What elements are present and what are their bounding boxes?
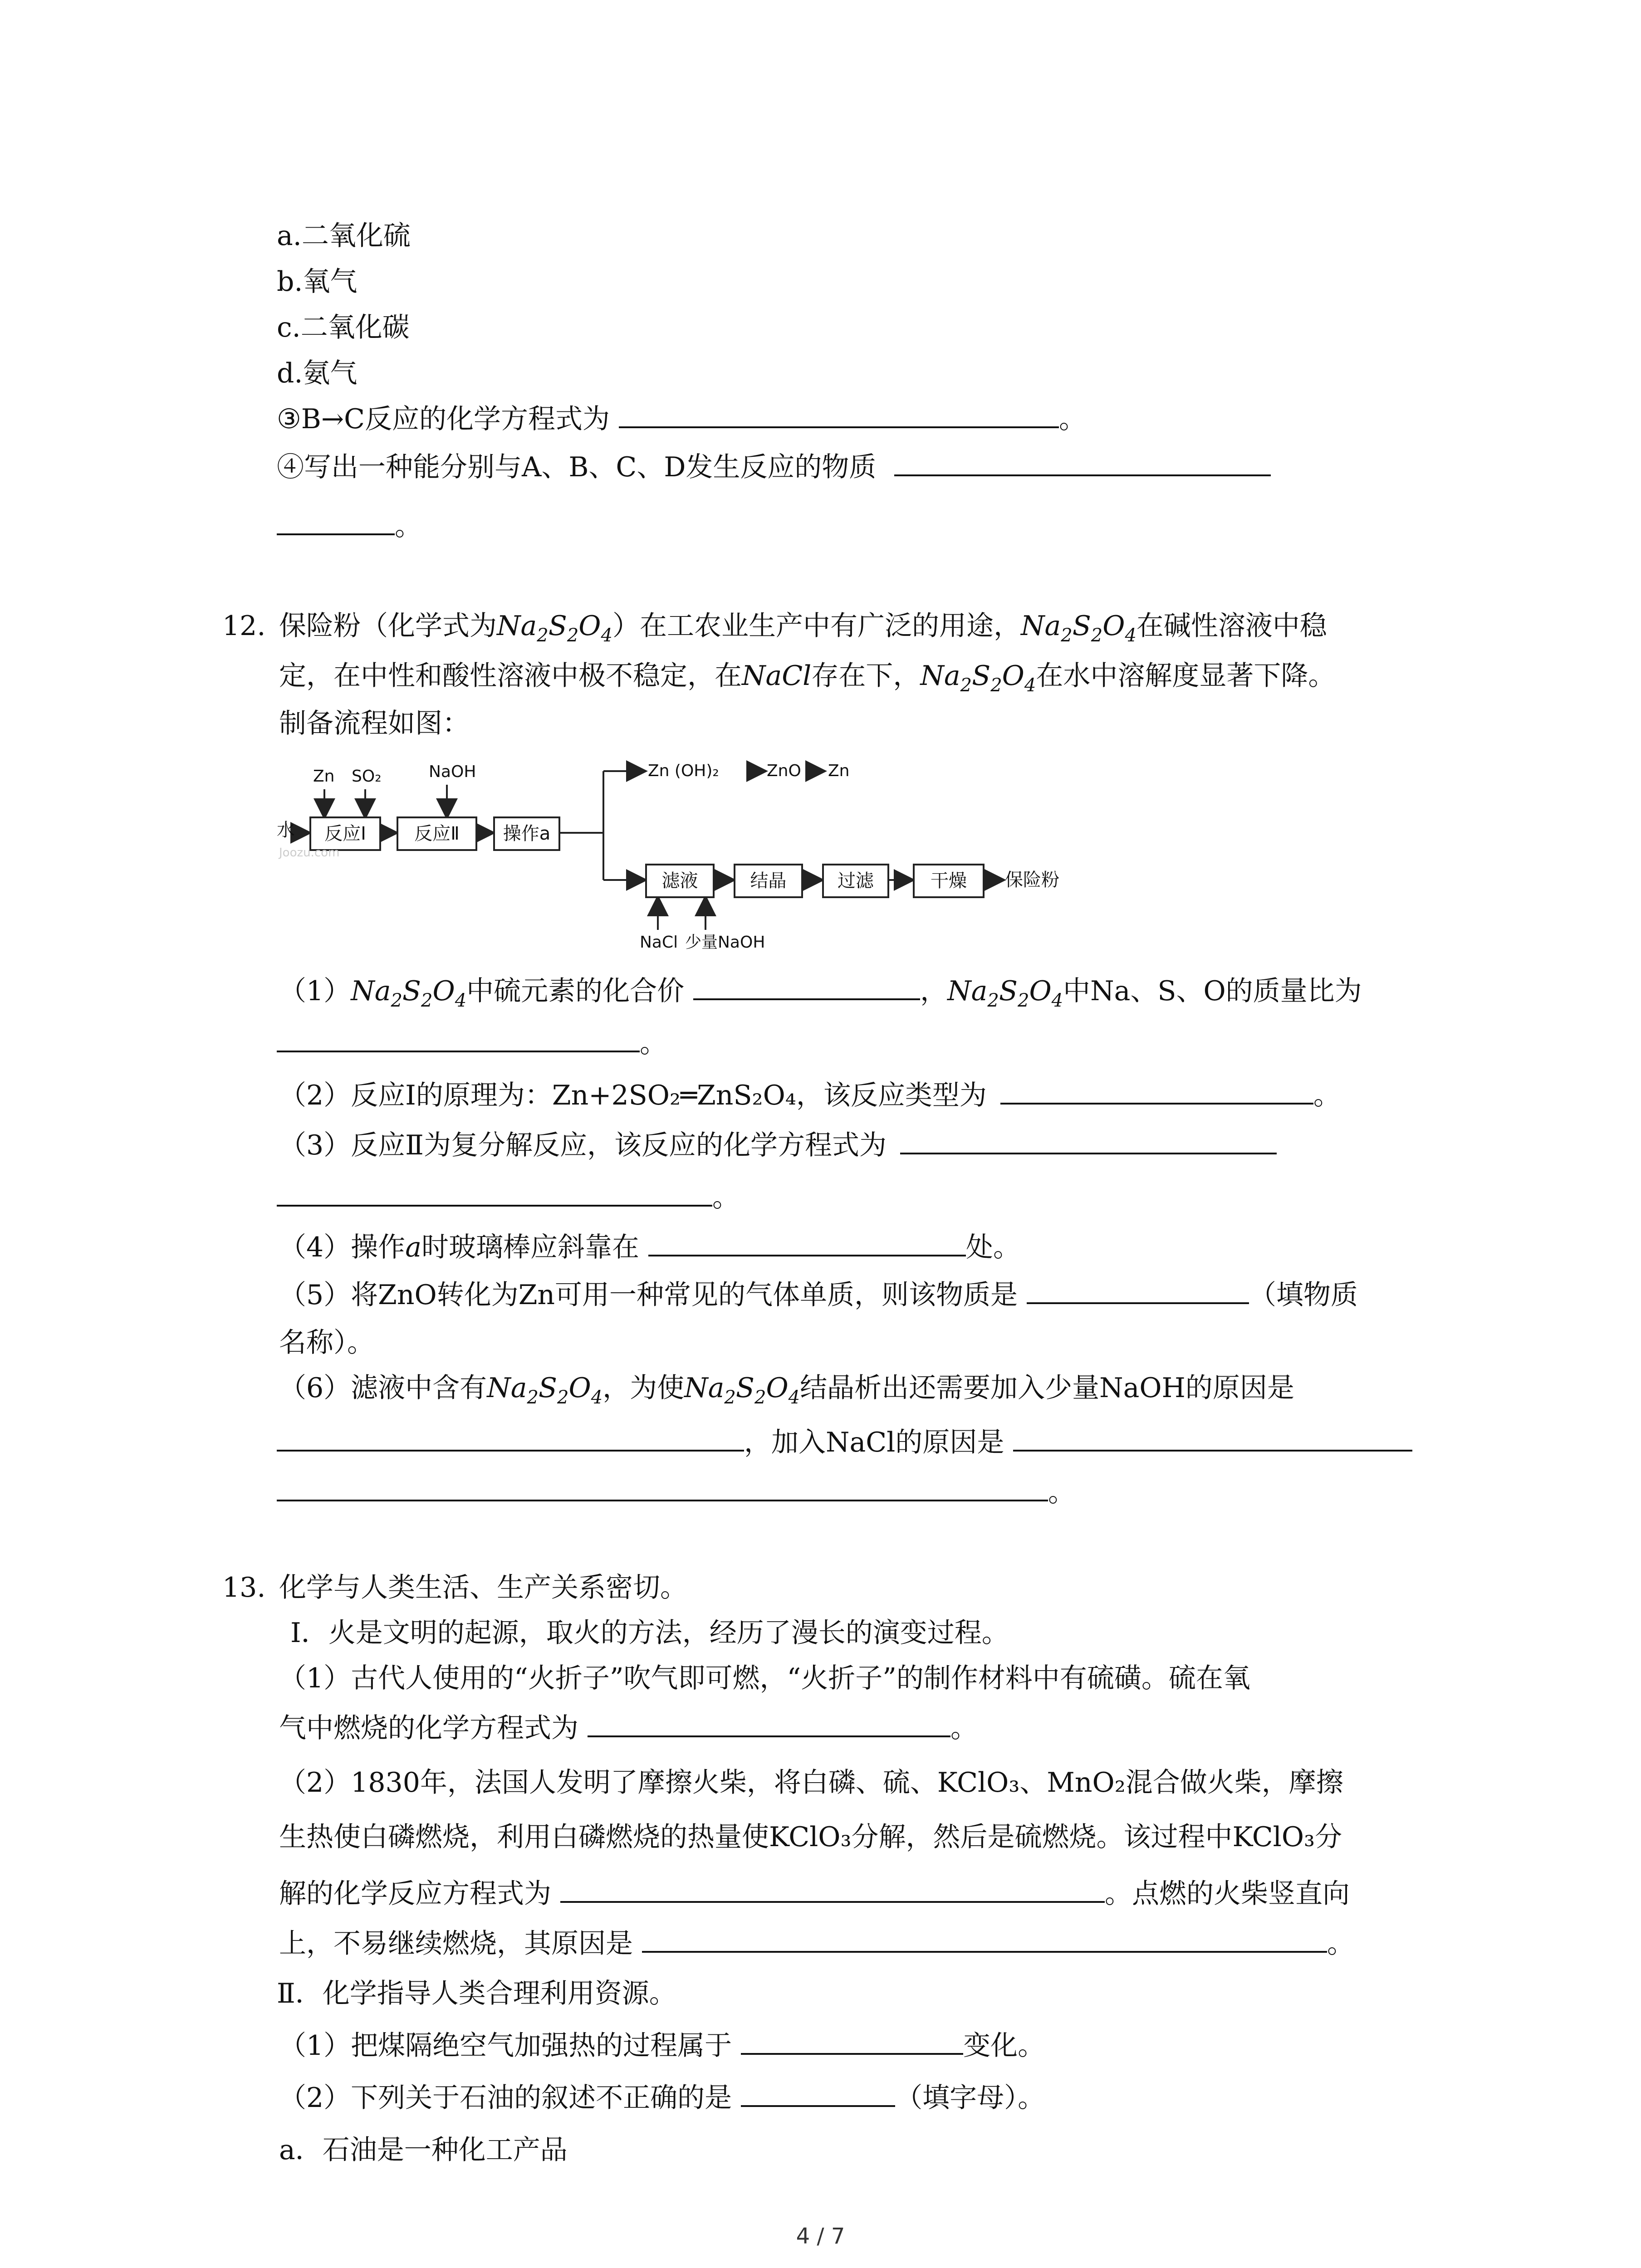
item-4: ④写出一种能分别与A、B、C、D发生反应的物质 [277, 445, 1271, 490]
item-4-cont: 。 [277, 503, 422, 549]
zn-product-label: Zn [828, 762, 850, 780]
q13-sub2-line3: 解的化学反应方程式为 。点燃的火柴竖直向 [279, 1871, 1350, 1917]
crystallize-box: 结晶 [734, 864, 803, 898]
question-number: 12. [222, 610, 266, 642]
option-a: a.二氧化硫 [277, 220, 411, 252]
q12-sub5: （5）将ZnO转化为Zn可用一种常见的气体单质，则该物质是 （填物质 [279, 1272, 1358, 1318]
answer-blank[interactable] [642, 1924, 1327, 1953]
q12-intro-line1: 保险粉（化学式为$Na_2S_2O_4$）在工农业生产中有广泛的用途，$Na_2S_2O_4$在碱性溶液中稳 [279, 610, 1327, 646]
answer-blank[interactable] [693, 971, 920, 1000]
answer-blank[interactable] [741, 2026, 963, 2055]
q13-part2-heading: Ⅱ．化学指导人类合理利用资源。 [277, 1978, 676, 2009]
answer-blank[interactable] [1000, 1075, 1313, 1105]
answer-blank[interactable] [741, 2078, 895, 2107]
option-d: d.氨气 [277, 357, 358, 389]
answer-blank[interactable] [1013, 1422, 1412, 1452]
answer-blank[interactable] [588, 1708, 950, 1737]
answer-blank[interactable] [648, 1227, 966, 1256]
question-number: 13. [222, 1572, 266, 1603]
input-water-label: 水 [277, 820, 295, 841]
input-so2-label: SO₂ [352, 767, 382, 786]
answer-blank[interactable] [900, 1125, 1277, 1154]
answer-blank[interactable] [277, 1178, 712, 1207]
filtrate-box: 滤液 [645, 864, 715, 898]
option-b: b.氧气 [277, 266, 358, 298]
answer-blank[interactable] [894, 447, 1271, 476]
q12-sub6: （6）滤液中含有$Na_2S_2O_4$，为使$Na_2S_2O_4$结晶析出还需要加入少量NaOH的原因是 [279, 1372, 1294, 1408]
q12-sub1-cont: 。 [277, 1021, 667, 1066]
q13-part1-heading: Ⅰ．火是文明的起源，取火的方法，经历了漫长的演变过程。 [290, 1617, 1009, 1649]
q13-part2-sub2: （2）下列关于石油的叙述不正确的是 （填字母）。 [279, 2075, 1045, 2121]
answer-blank[interactable] [1027, 1275, 1249, 1304]
input-naoh-label: NaOH [429, 763, 476, 781]
q12-sub6-cont2: 。 [277, 1470, 1075, 1515]
q13-sub1-line1: （1）古代人使用的“火折子”吹气即可燃，“火折子”的制作材料中有硫磺。硫在氧 [279, 1662, 1250, 1694]
q13-sub1-line2: 气中燃烧的化学方程式为 。 [279, 1706, 978, 1751]
answer-blank[interactable] [277, 1422, 744, 1452]
q13-part2-sub1: （1）把煤隔绝空气加强热的过程属于 变化。 [279, 2023, 1045, 2069]
process-flow-diagram [277, 748, 1139, 957]
option-c: c.二氧化碳 [277, 312, 410, 343]
answer-blank[interactable] [277, 1023, 640, 1052]
q12-sub4: （4）操作a时玻璃棒应斜靠在 处。 [279, 1225, 1020, 1271]
naoh-input-label: 少量NaOH [685, 933, 765, 952]
dry-box: 干燥 [913, 864, 985, 898]
reaction-2-box: 反应Ⅱ [397, 816, 477, 851]
q13-option-a: a．石油是一种化工产品 [279, 2134, 568, 2166]
answer-blank[interactable] [619, 399, 1059, 428]
q13-sub2-line2: 生热使白磷燃烧，利用白磷燃烧的热量使KClO₃分解，然后是硫燃烧。该过程中KClO₃分 [279, 1821, 1342, 1853]
zno-label: ZnO [767, 762, 801, 780]
item-3: ③B→C反应的化学方程式为 。 [277, 396, 1086, 442]
q12-sub3: （3）反应Ⅱ为复分解反应，该反应的化学方程式为 [279, 1123, 1277, 1168]
q12-sub2: （2）反应Ⅰ的原理为：Zn+2SO₂═ZnS₂O₄，该反应类型为 。 [279, 1073, 1341, 1119]
q12-intro-line2: 定，在中性和酸性溶液中极不稳定，在NaCl存在下，$Na_2S_2O_4$在水中溶解度显著下降。 [279, 660, 1336, 696]
filter-box: 过滤 [822, 864, 889, 898]
product-label: 保险粉 [1005, 870, 1059, 890]
watermark: Joozu.com [279, 846, 340, 860]
q12-intro-line3: 制备流程如图： [279, 708, 470, 739]
q12-sub3-cont: 。 [277, 1175, 740, 1221]
operation-a-box: 操作a [493, 816, 560, 851]
answer-blank[interactable] [277, 506, 395, 535]
input-zn-label: Zn [313, 767, 335, 786]
answer-blank[interactable] [277, 1472, 1048, 1501]
page-number: 4 / 7 [796, 2224, 845, 2249]
zn-oh2-label: Zn (OH)₂ [648, 762, 719, 780]
q12-sub6-cont: ，加入NaCl的原因是 [277, 1420, 1412, 1466]
nacl-input-label: NaCl [640, 933, 678, 952]
q12-sub5-cont: 名称）。 [279, 1327, 374, 1359]
q12-sub1: $(1)Na_2S_2O_4$中硫元素的化合价 ，$Na_2S_2O_4$中Na、S、O的质量比为 [279, 968, 1362, 1014]
q13-sub2-line1: （2）1830年，法国人发明了摩擦火柴，将白磷、硫、KClO₃、MnO₂混合做火柴，摩擦 [279, 1767, 1343, 1799]
q13-sub2-line4: 上，不易继续燃烧，其原因是 。 [279, 1921, 1354, 1967]
answer-blank[interactable] [560, 1874, 1105, 1903]
q13-title: 化学与人类生活、生产关系密切。 [279, 1572, 687, 1603]
reaction-1-box: 反应Ⅰ [309, 816, 381, 851]
